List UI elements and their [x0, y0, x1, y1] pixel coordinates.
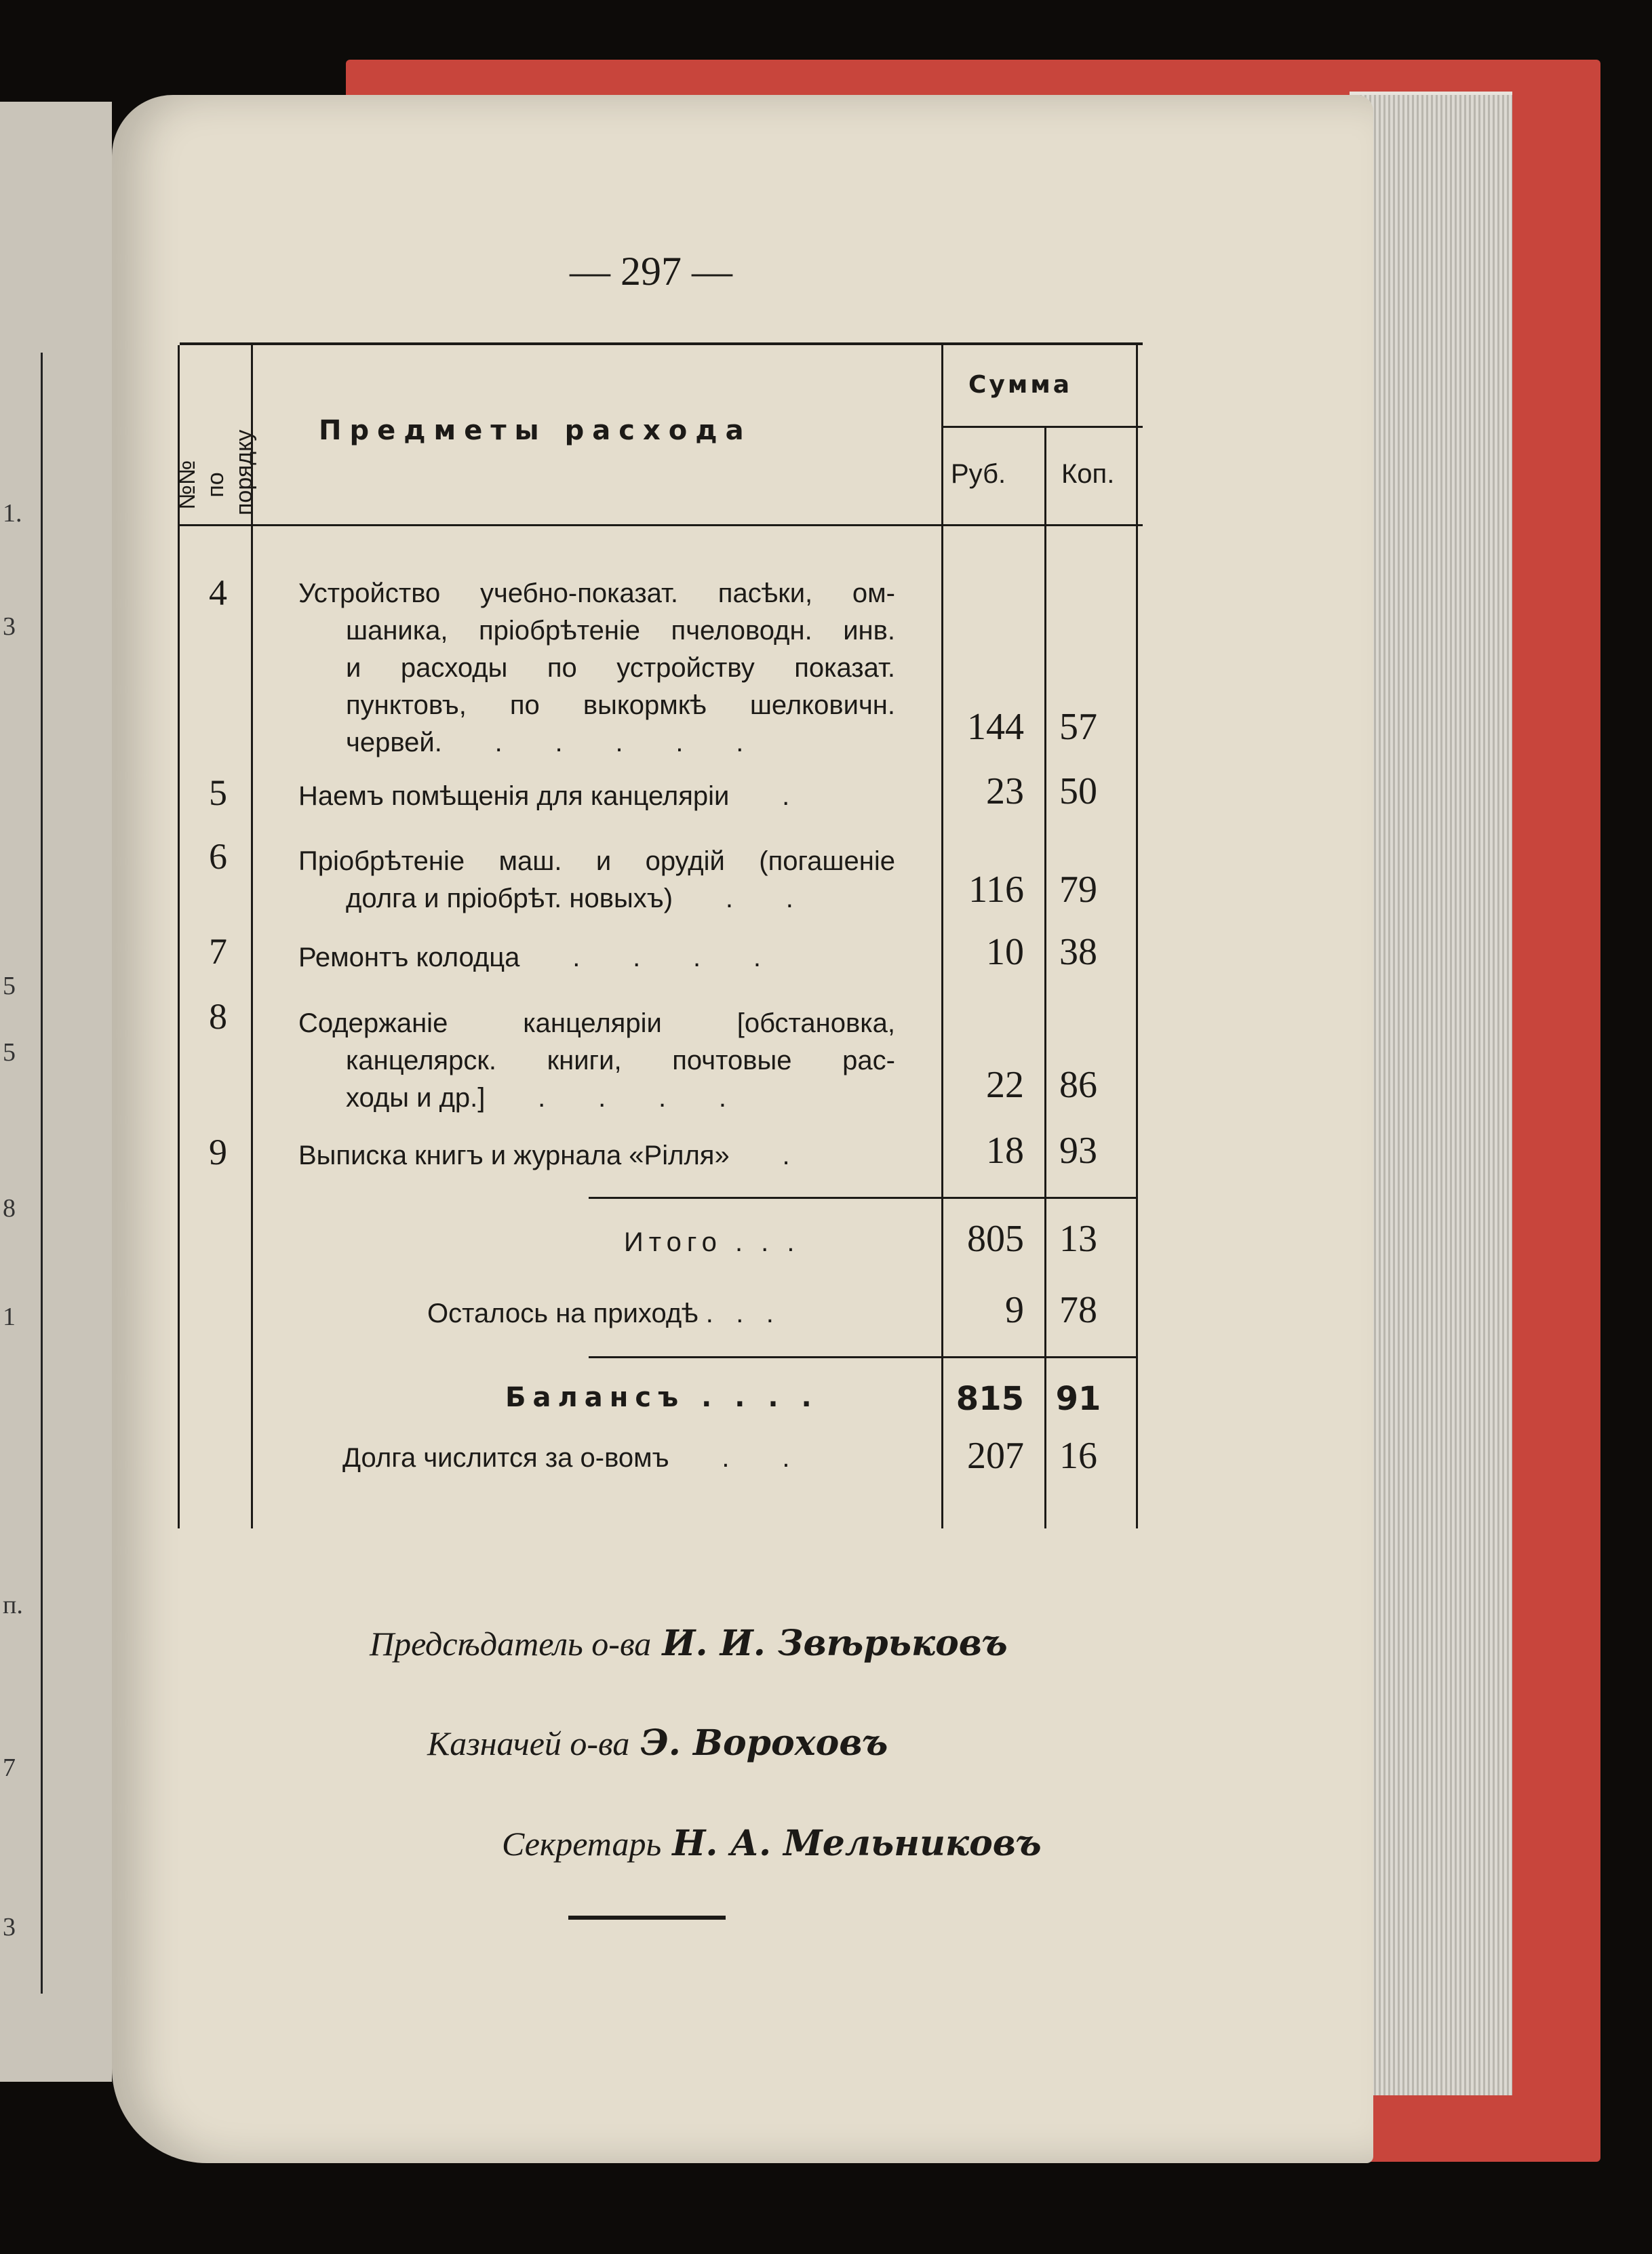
row-kop: 38: [1059, 931, 1097, 973]
signature-name: Э. Вороховъ: [640, 1722, 888, 1764]
table-top-rule: [180, 342, 1143, 345]
header-number-column: №№ по порядку: [174, 429, 257, 515]
row-kop: 79: [1059, 869, 1097, 911]
row-kop: 57: [1059, 706, 1097, 748]
row-description: [298, 843, 895, 917]
row-number: 6: [209, 836, 227, 877]
row-rub: 144: [967, 706, 1024, 748]
row-rub: 22: [986, 1064, 1024, 1106]
balance-rule: [589, 1356, 1136, 1358]
header-sum: Сумма: [968, 371, 1073, 399]
row-number: 8: [209, 996, 227, 1037]
page-number: — 297 —: [570, 249, 732, 294]
row-kop: 50: [1059, 770, 1097, 812]
signature-name: Н. А. Мельниковъ: [672, 1823, 1042, 1864]
col-divider-kop: [1044, 426, 1046, 1528]
desc-line: червей. . . . . .: [346, 728, 744, 757]
total-kop: 13: [1059, 1218, 1097, 1260]
col-divider-left: [178, 345, 180, 1528]
left-fragment: 5: [3, 1038, 16, 1067]
header-rub: Руб.: [951, 459, 1006, 489]
signature-secretary: [485, 1783, 1042, 1864]
end-rule: [568, 1916, 726, 1920]
left-fragment: 7: [3, 1754, 16, 1782]
row-kop: 93: [1059, 1130, 1097, 1172]
desc-line: пунктовъ, по выкормкѣ шелковичн.: [346, 690, 895, 720]
left-fragment: 3: [3, 612, 16, 641]
balance-rub: 815: [956, 1380, 1024, 1418]
row-rub: 23: [986, 770, 1024, 812]
desc-line: Выписка книгъ и журнала «Рілля» .: [298, 1141, 790, 1170]
remainder-kop: 78: [1059, 1289, 1097, 1331]
row-number: 4: [209, 572, 227, 613]
total-rule: [589, 1197, 1136, 1199]
remainder-rub: 9: [1005, 1289, 1024, 1331]
debt-label: Долга числится за о-вомъ . .: [342, 1443, 790, 1473]
row-description: [298, 778, 895, 815]
row-number: 5: [209, 772, 227, 813]
header-kop: Коп.: [1061, 459, 1115, 489]
desc-line: Ремонтъ колодца . . . .: [298, 943, 762, 972]
signature-role: Казначей о-ва: [427, 1724, 630, 1762]
desc-line: ходы и др.] . . . .: [346, 1083, 727, 1113]
desc-line: долга и пріобрѣт. новыхъ) . .: [346, 884, 793, 913]
desc-line: Содержаніе канцеляріи [обстановка,: [298, 1008, 895, 1038]
sum-header-rule: [941, 426, 1143, 428]
balance-kop: 91: [1055, 1380, 1101, 1418]
desc-line: Устройство учебно-показат. пасѣки, ом-: [298, 578, 895, 608]
left-fragment: 1.: [3, 499, 22, 528]
row-rub: 10: [986, 931, 1024, 973]
row-kop: 86: [1059, 1064, 1097, 1106]
left-fragment: 8: [3, 1194, 16, 1223]
desc-line: Пріобрѣтеніе маш. и орудій (погашеніе: [298, 846, 895, 876]
signature-chairman: [353, 1583, 1008, 1664]
desc-line: шаника, пріобрѣтеніе пчеловодн. инв.: [346, 616, 895, 646]
left-fragment: 5: [3, 972, 16, 1000]
row-description: [298, 1005, 895, 1117]
row-description: [298, 575, 895, 762]
total-rub: 805: [967, 1218, 1024, 1260]
left-fragment: 1: [3, 1303, 16, 1331]
row-description: [298, 939, 895, 976]
header-items: Предметы расхода: [319, 415, 752, 446]
signature-role: Предсѣдатель о-ва: [370, 1625, 652, 1663]
header-bottom-rule: [180, 524, 1143, 526]
col-divider-right: [1136, 345, 1138, 1528]
debt-rub: 207: [967, 1435, 1024, 1477]
total-label: Итого . . .: [624, 1227, 800, 1257]
desc-line: Наемъ помѣщенія для канцеляріи .: [298, 781, 790, 811]
remainder-label: Осталось на приходѣ . . .: [427, 1299, 774, 1328]
desc-line: канцелярск. книги, почтовые рас-: [346, 1046, 895, 1075]
signature-name: И. И. Звѣрьковъ: [662, 1623, 1008, 1664]
row-rub: 18: [986, 1130, 1024, 1172]
col-divider-number: [251, 345, 253, 1528]
left-fragment: п.: [3, 1591, 23, 1619]
left-page-table-edge: [0, 353, 43, 1994]
row-rub: 116: [968, 869, 1024, 911]
row-number: 7: [209, 931, 227, 972]
row-description: [298, 1137, 895, 1174]
signature-treasurer: [410, 1683, 888, 1764]
row-number: 9: [209, 1132, 227, 1172]
signature-role: Секретарь: [502, 1825, 662, 1863]
balance-label: Балансъ . . . .: [505, 1382, 819, 1413]
left-fragment: 3: [3, 1913, 16, 1941]
desc-line: и расходы по устройству показат.: [346, 653, 895, 683]
debt-kop: 16: [1059, 1435, 1097, 1477]
